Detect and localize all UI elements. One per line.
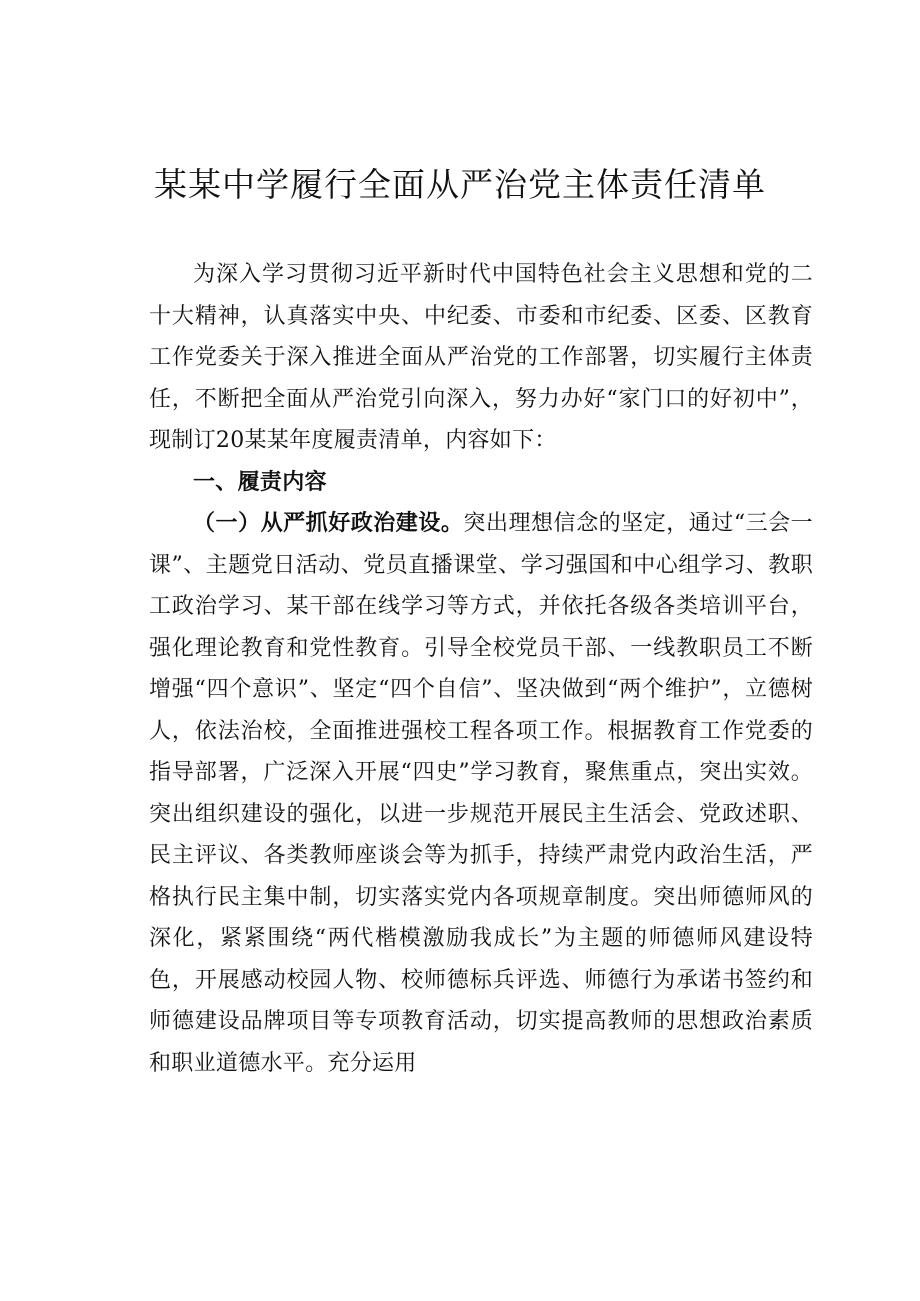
section-heading: 一、履责内容 [193,469,327,495]
document-title: 某某中学履行全面从严治党主体责任清单 [154,165,766,204]
item-lead: （一）从严抓好政治建设。 [193,510,464,536]
document-body [149,254,813,1084]
intro-paragraph: 为深入学习贯彻习近平新时代中国特色社会主义思想和党的二十大精神，认真落实中央、中纪委、市委和市纪委、区委、区教育工作党委关于深入推进全面从严治党的工作部署，切实履行主体责任，不断把全面从严治党引向深入，努力办好“家门口的好初中”，现制订20某某年度履责清单，内容如下： [149,262,813,453]
item-paragraph [149,503,813,1084]
item-text: 突出理想信念的坚定，通过“三会一课”、主题党日活动、党员直播课堂、学习强国和中心组学习、教职工政治学习、某干部在线学习等方式，并依托各级各类培训平台，强化理论教育和党性教育。引导全校党员干部、一线教职员工不断增强“四个意识”、坚定“四个自信”、坚决做到“两个维护”，立德树人，依法治校，全面推进强校工程各项工作。根据教育工作党委的指导部署，广泛深入开展“四史”学习教育，聚焦重点，突出实效。突出组织建设的强化，以进一步规范开展民主生活会、党政述职、民主评议、各类教师座谈会等为抓手，持续严肃党内政治生活，严格执行民主集中制，切实落实党内各项规章制度。突出师德师风的深化，紧紧围绕“两代楷模激励我成长”为主题的师德师风建设特色，开展感动校园人物、校师德标兵评选、师德行为承诺书签约和师德建设品牌项目等专项教育活动，切实提高教师的思想政治素质和职业道德水平。充分运用 [149,511,813,1076]
